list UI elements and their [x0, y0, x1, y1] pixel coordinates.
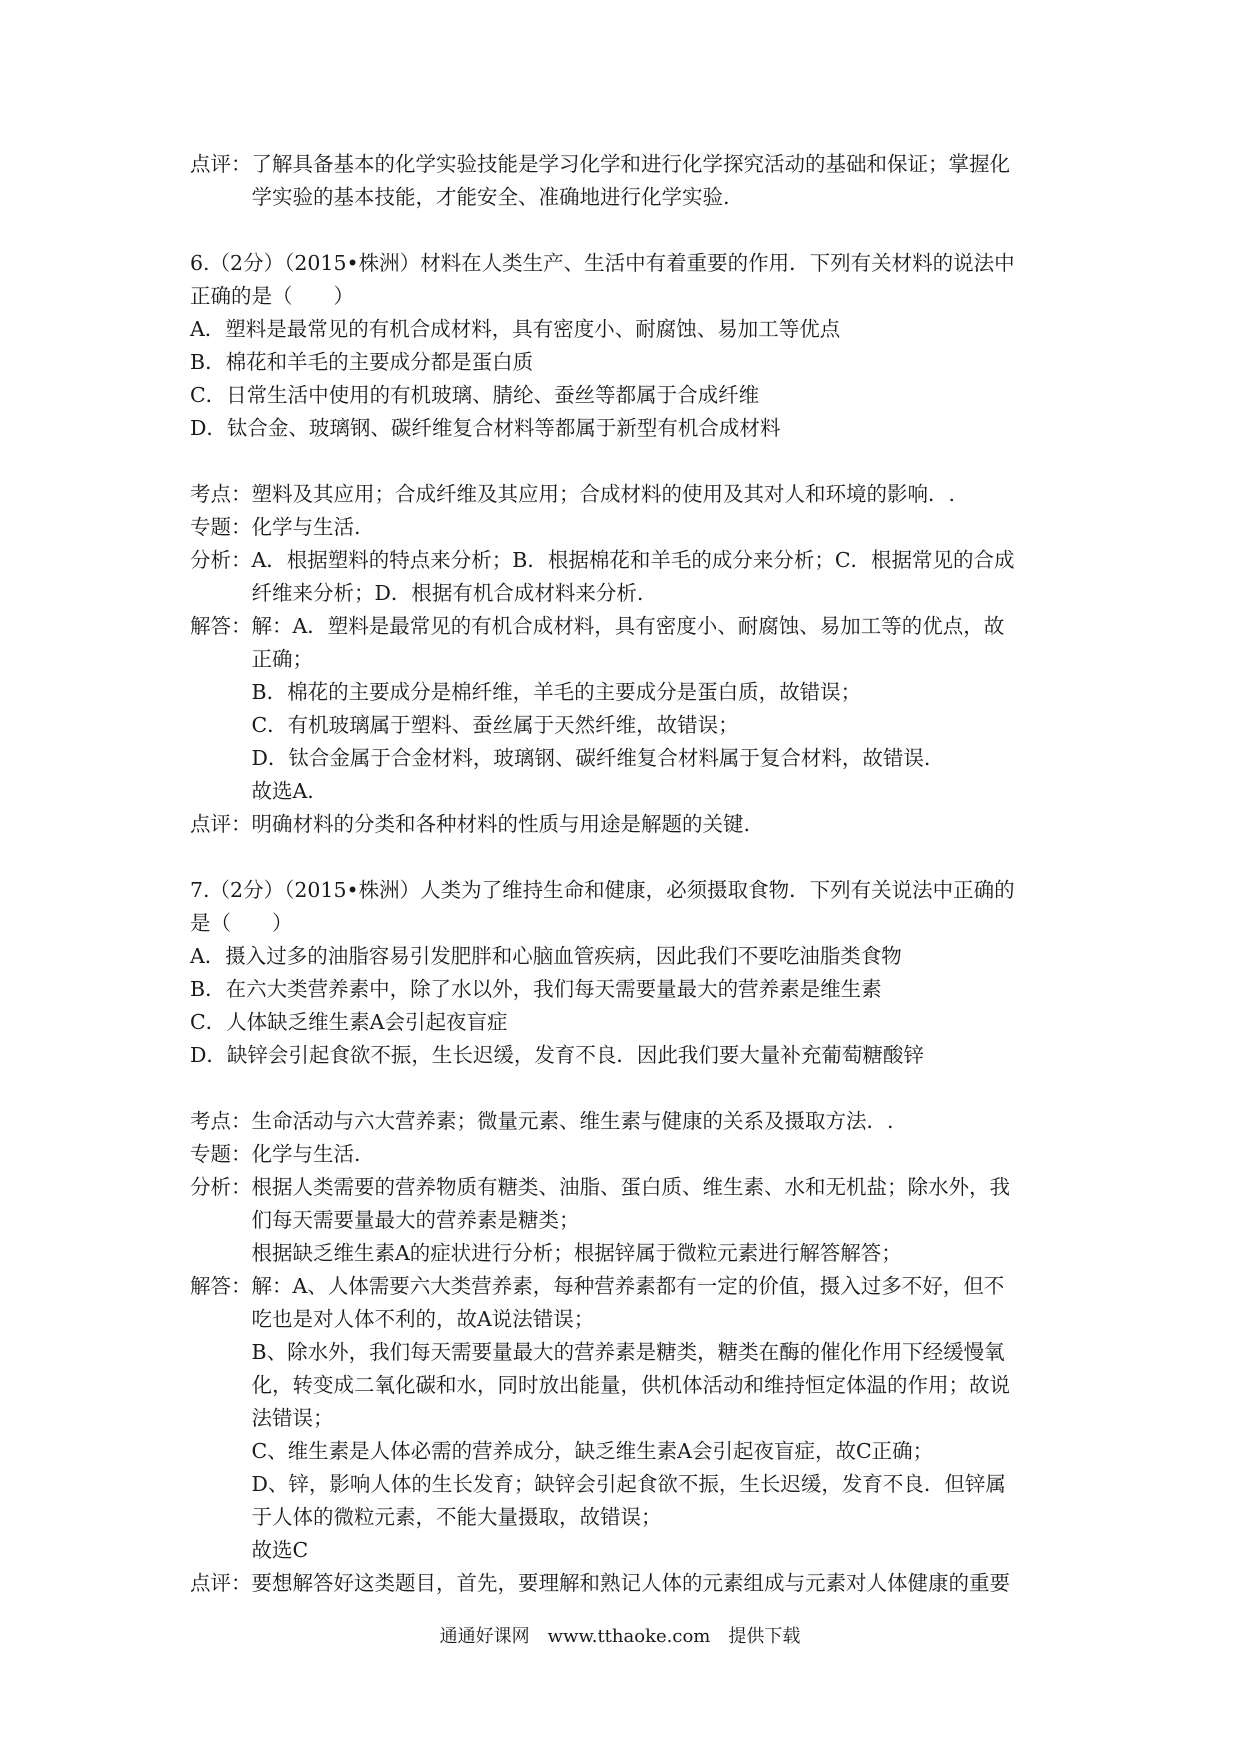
option-a: A．摄入过多的油脂容易引发肥胖和心脑血管疾病，因此我们不要吃油脂类食物 — [190, 944, 902, 968]
kaodian-text: 生命活动与六大营养素；微量元素、维生素与健康的关系及摄取方法．. — [251, 1109, 894, 1133]
jieda-label: 解答： — [190, 1274, 252, 1298]
zhuanti-row — [190, 511, 1070, 544]
kaodian-text: 塑料及其应用；合成纤维及其应用；合成材料的使用及其对人和环境的影响．. — [251, 482, 956, 506]
jieda-line: 化，转变成二氧化碳和水，同时放出能量，供机体活动和维持恒定体温的作用；故说 — [251, 1373, 1010, 1397]
jieda-line: D、锌，影响人体的生长发育；缺锌会引起食欲不振，生长迟缓，发育不良．但锌属 — [251, 1472, 1006, 1496]
zhuanti-label: 专题： — [190, 1142, 252, 1166]
fenxi-line: A．根据塑料的特点来分析；B．根据棉花和羊毛的成分来分析；C．根据常见的合成 — [251, 548, 1015, 572]
jieda-row — [190, 610, 1070, 808]
jieda-line: B、除水外，我们每天需要量最大的营养素是糖类，糖类在酶的催化作用下经缓慢氧 — [251, 1340, 1005, 1364]
option-b: B．在六大类营养素中，除了水以外，我们每天需要量最大的营养素是维生素 — [190, 977, 882, 1001]
dianping-row — [190, 1567, 1070, 1600]
option-c: C．人体缺乏维生素A会引起夜盲症 — [190, 1010, 508, 1034]
question-7 — [190, 874, 1070, 1600]
jieda-label: 解答： — [190, 614, 252, 638]
jieda-line: 解：A、人体需要六大类营养素，每种营养素都有一定的价值，摄入过多不好，但不 — [251, 1274, 1005, 1298]
question-stem: 正确的是（ ） — [190, 284, 354, 308]
comment-label: 点评： — [190, 152, 252, 176]
jieda-line: B．棉花的主要成分是棉纤维，羊毛的主要成分是蛋白质，故错误； — [251, 680, 862, 704]
fenxi-row — [190, 544, 1070, 610]
dianping-label: 点评： — [190, 1571, 252, 1595]
dianping-row — [190, 808, 1070, 841]
option-c: C．日常生活中使用的有机玻璃、腈纶、蚕丝等都属于合成纤维 — [190, 383, 760, 407]
jieda-line: 解：A．塑料是最常见的有机合成材料，具有密度小、耐腐蚀、易加工等的优点，故 — [251, 614, 1005, 638]
question-stem: 6.（2分）（2015•株洲）材料在人类生产、生活中有着重要的作用．下列有关材料的说法中 — [190, 251, 1015, 275]
question-stem: 7.（2分）（2015•株洲）人类为了维持生命和健康，必须摄取食物．下列有关说法中正确的 — [190, 878, 1015, 902]
zhuanti-row — [190, 1138, 1070, 1171]
kaodian-row — [190, 1105, 1070, 1138]
fenxi-label: 分析： — [190, 1175, 252, 1199]
jieda-line: C．有机玻璃属于塑料、蚕丝属于天然纤维，故错误； — [251, 713, 739, 737]
dianping-text: 要想解答好这类题目，首先，要理解和熟记人体的元素组成与元素对人体健康的重要 — [251, 1571, 1010, 1595]
jieda-line: 正确； — [251, 647, 313, 671]
document-page — [190, 148, 1070, 1600]
dianping-label: 点评： — [190, 812, 252, 836]
jieda-line: 吃也是对人体不利的，故A说法错误； — [251, 1307, 595, 1331]
jieda-line: C、维生素是人体必需的营养成分，缺乏维生素A会引起夜盲症，故C正确； — [251, 1439, 934, 1463]
zhuanti-text: 化学与生活. — [251, 515, 361, 539]
jieda-line: 故选A. — [251, 779, 314, 803]
fenxi-line: 纤维来分析；D．根据有机合成材料来分析. — [251, 581, 644, 605]
jieda-line: 于人体的微粒元素，不能大量摄取，故错误； — [251, 1505, 662, 1529]
prev-comment — [190, 148, 1070, 214]
question-6 — [190, 247, 1070, 841]
fenxi-line: 根据人类需要的营养物质有糖类、油脂、蛋白质、维生素、水和无机盐；除水外，我 — [251, 1175, 1010, 1199]
jieda-line: 故选C — [251, 1538, 309, 1562]
question-stem: 是（ ） — [190, 911, 293, 935]
comment-line: 了解具备基本的化学实验技能是学习化学和进行化学探究活动的基础和保证；掌握化 — [251, 152, 1010, 176]
jieda-line: 法错误； — [251, 1406, 334, 1430]
comment-line: 学实验的基本技能，才能安全、准确地进行化学实验. — [251, 185, 730, 209]
option-a: A．塑料是最常见的有机合成材料，具有密度小、耐腐蚀、易加工等优点 — [190, 317, 841, 341]
page-footer: 通通好课网 www.tthaoke.com 提供下载 — [439, 1626, 801, 1647]
kaodian-label: 考点： — [190, 482, 252, 506]
option-d: D．缺锌会引起食欲不振，生长迟缓，发育不良．因此我们要大量补充葡萄糖酸锌 — [190, 1043, 924, 1067]
zhuanti-label: 专题： — [190, 515, 252, 539]
fenxi-line: 根据缺乏维生素A的症状进行分析；根据锌属于微粒元素进行解答解答； — [251, 1241, 902, 1265]
option-b: B．棉花和羊毛的主要成分都是蛋白质 — [190, 350, 534, 374]
jieda-row — [190, 1270, 1070, 1567]
kaodian-row — [190, 478, 1070, 511]
zhuanti-text: 化学与生活. — [251, 1142, 361, 1166]
dianping-text: 明确材料的分类和各种材料的性质与用途是解题的关键. — [251, 812, 751, 836]
fenxi-row — [190, 1171, 1070, 1270]
kaodian-label: 考点： — [190, 1109, 252, 1133]
jieda-line: D．钛合金属于合金材料，玻璃钢、碳纤维复合材料属于复合材料，故错误. — [251, 746, 931, 770]
fenxi-line: 们每天需要量最大的营养素是糖类； — [251, 1208, 580, 1232]
fenxi-label: 分析： — [190, 548, 252, 572]
option-d: D．钛合金、玻璃钢、碳纤维复合材料等都属于新型有机合成材料 — [190, 416, 781, 440]
